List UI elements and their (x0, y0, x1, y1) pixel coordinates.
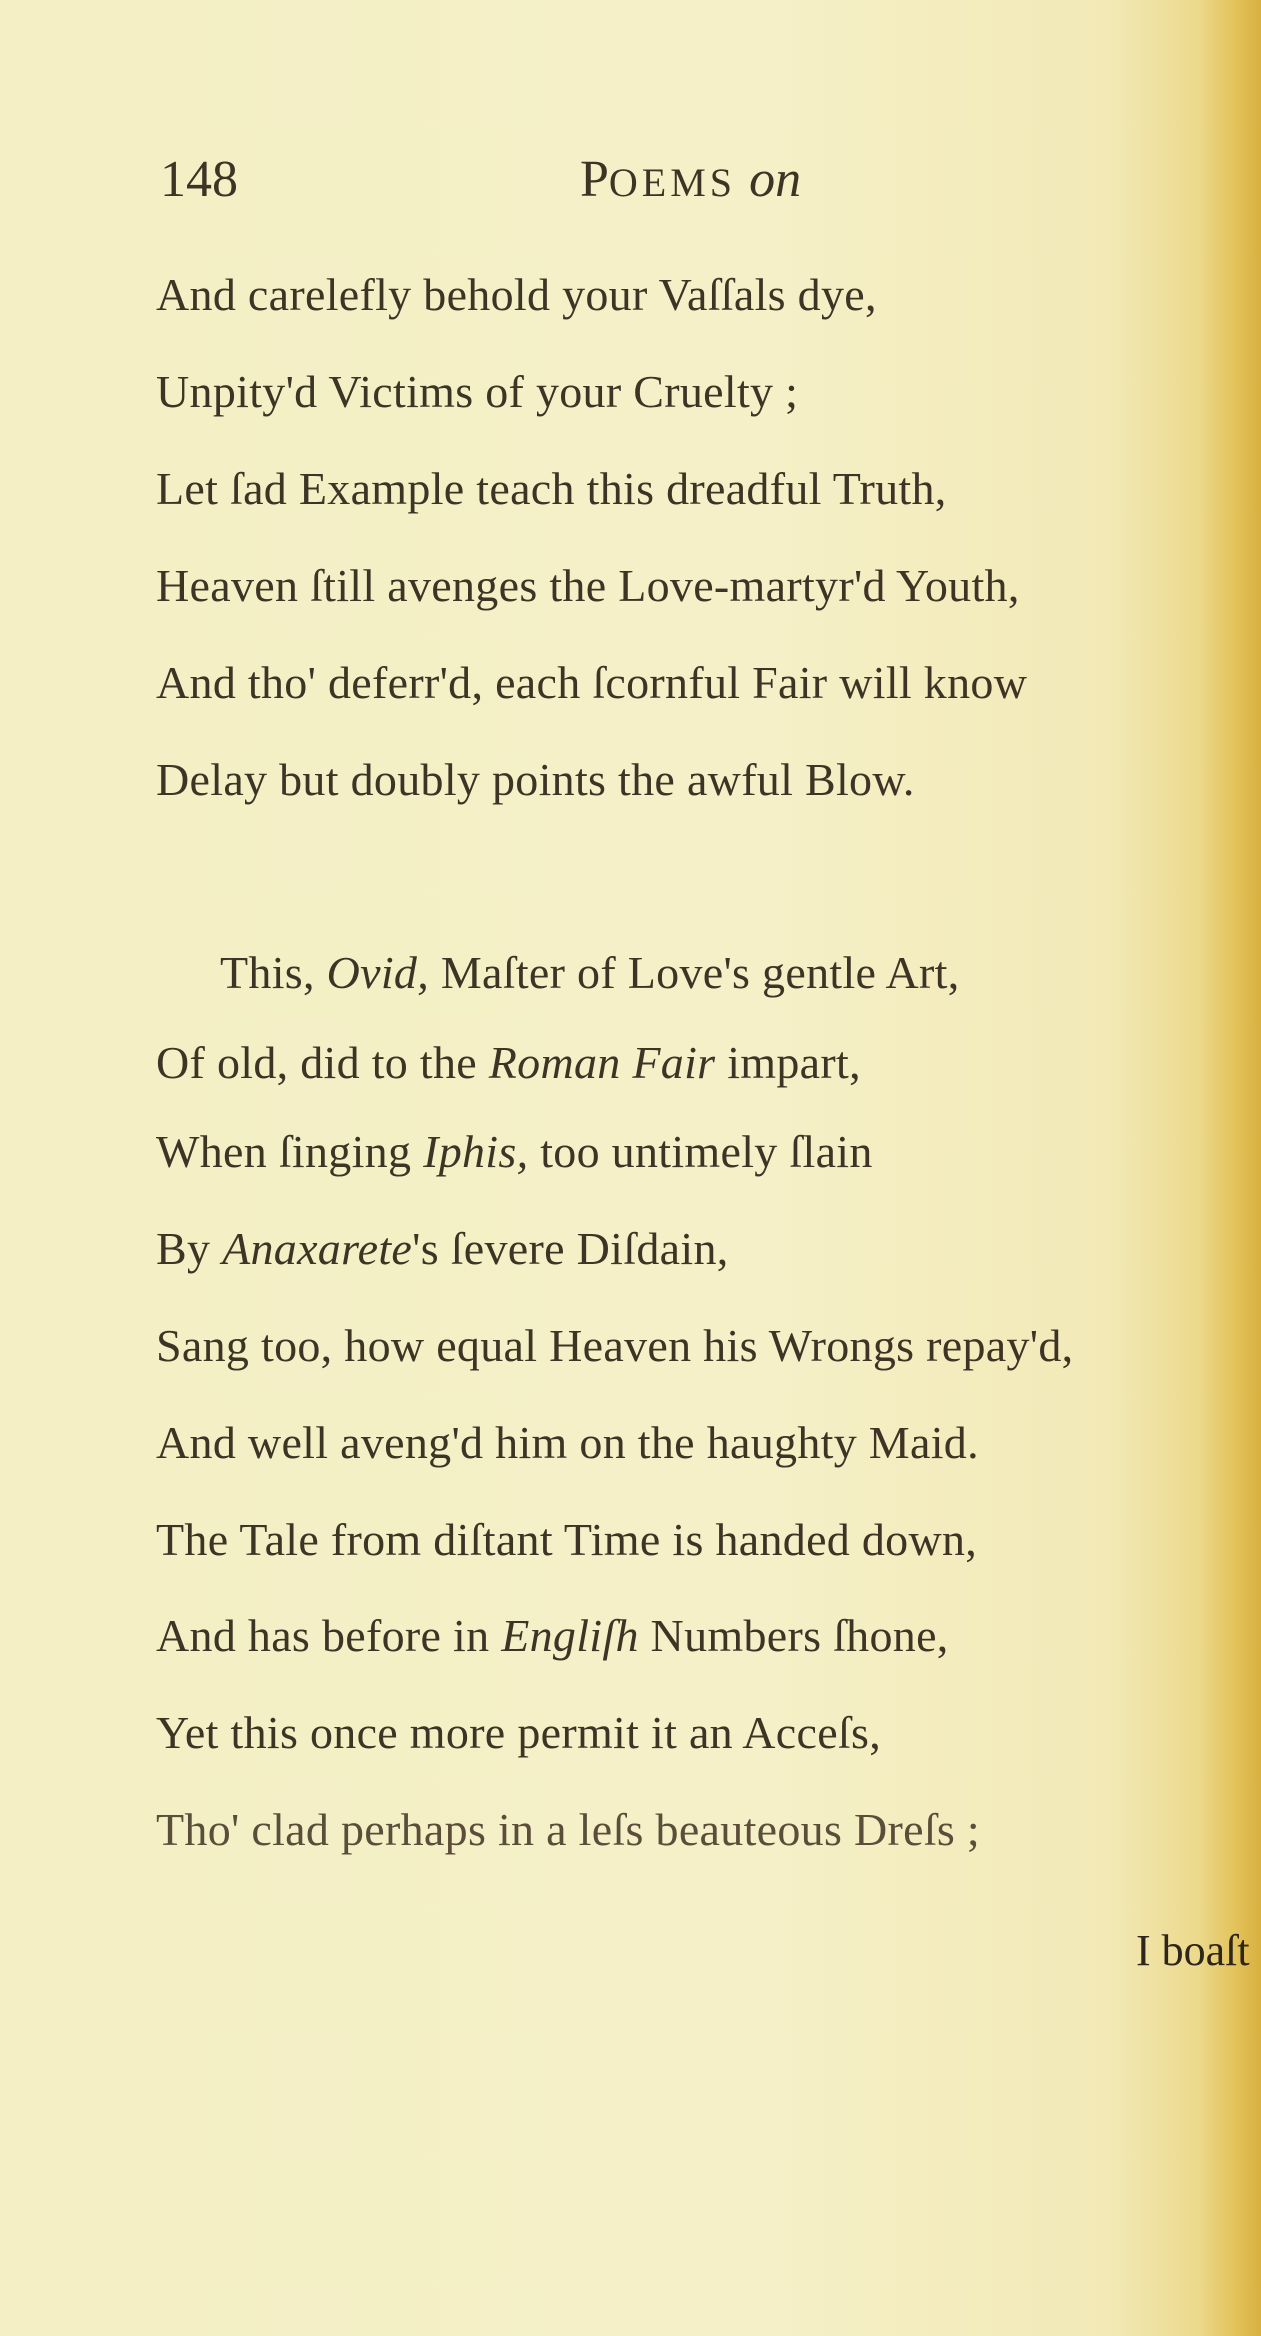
italic-name: Anaxarete (222, 1223, 413, 1274)
italic-name: Iphis, (423, 1126, 529, 1177)
verse-line (156, 1125, 873, 1178)
verse-line: Heaven ſtill avenges the Love-martyr'd Youth, (156, 560, 1020, 611)
running-title (580, 150, 801, 209)
catchword: I boaſt (1136, 1926, 1250, 1975)
verse-line (156, 1609, 949, 1662)
verse-line: Yet this once more permit it an Acceſs, (156, 1707, 881, 1758)
verse-line: And tho' deferr'd, each ſcornful Fair will know (156, 657, 1028, 708)
verse-line (156, 1036, 861, 1089)
verse-line: Sang too, how equal Heaven his Wrongs repay'd, (156, 1320, 1074, 1371)
italic-name: Roman Fair (488, 1037, 716, 1088)
text: impart, (715, 1037, 861, 1088)
running-title-initial: P (580, 151, 609, 208)
running-title-italic: on (749, 151, 802, 208)
italic-name: Ovid, (326, 947, 430, 998)
text: Numbers ſhone, (638, 1610, 949, 1661)
verse-line: Delay but doubly points the awful Blow. (156, 754, 915, 805)
text: 's ſevere Diſdain, (412, 1223, 729, 1274)
italic-name: Engliſh (501, 1610, 639, 1661)
page-number: 148 (160, 151, 238, 208)
text: too untimely ſlain (528, 1126, 873, 1177)
text: This, (220, 947, 327, 998)
verse-line: And carelefly behold your Vaſſals dye, (156, 269, 877, 320)
verse-line (220, 946, 960, 999)
text: When ſinging (156, 1126, 424, 1177)
verse-line: Unpity'd Victims of your Cruelty ; (156, 366, 799, 417)
verse-line: And well aveng'd him on the haughty Maid. (156, 1417, 979, 1468)
verse-line (156, 1222, 729, 1275)
verse-line: Tho' clad perhaps in a leſs beauteous Dreſs ; (156, 1804, 980, 1855)
verse-line: Let ſad Example teach this dreadful Truth, (156, 463, 947, 514)
text: By (156, 1223, 223, 1274)
text: And has before in (156, 1610, 502, 1661)
running-title-smallcaps: OEMS (608, 160, 737, 205)
text: Of old, did to the (156, 1037, 489, 1088)
verse-line: The Tale from diſtant Time is handed down, (156, 1514, 978, 1565)
text: Maſter of Love's gentle Art, (429, 947, 960, 998)
